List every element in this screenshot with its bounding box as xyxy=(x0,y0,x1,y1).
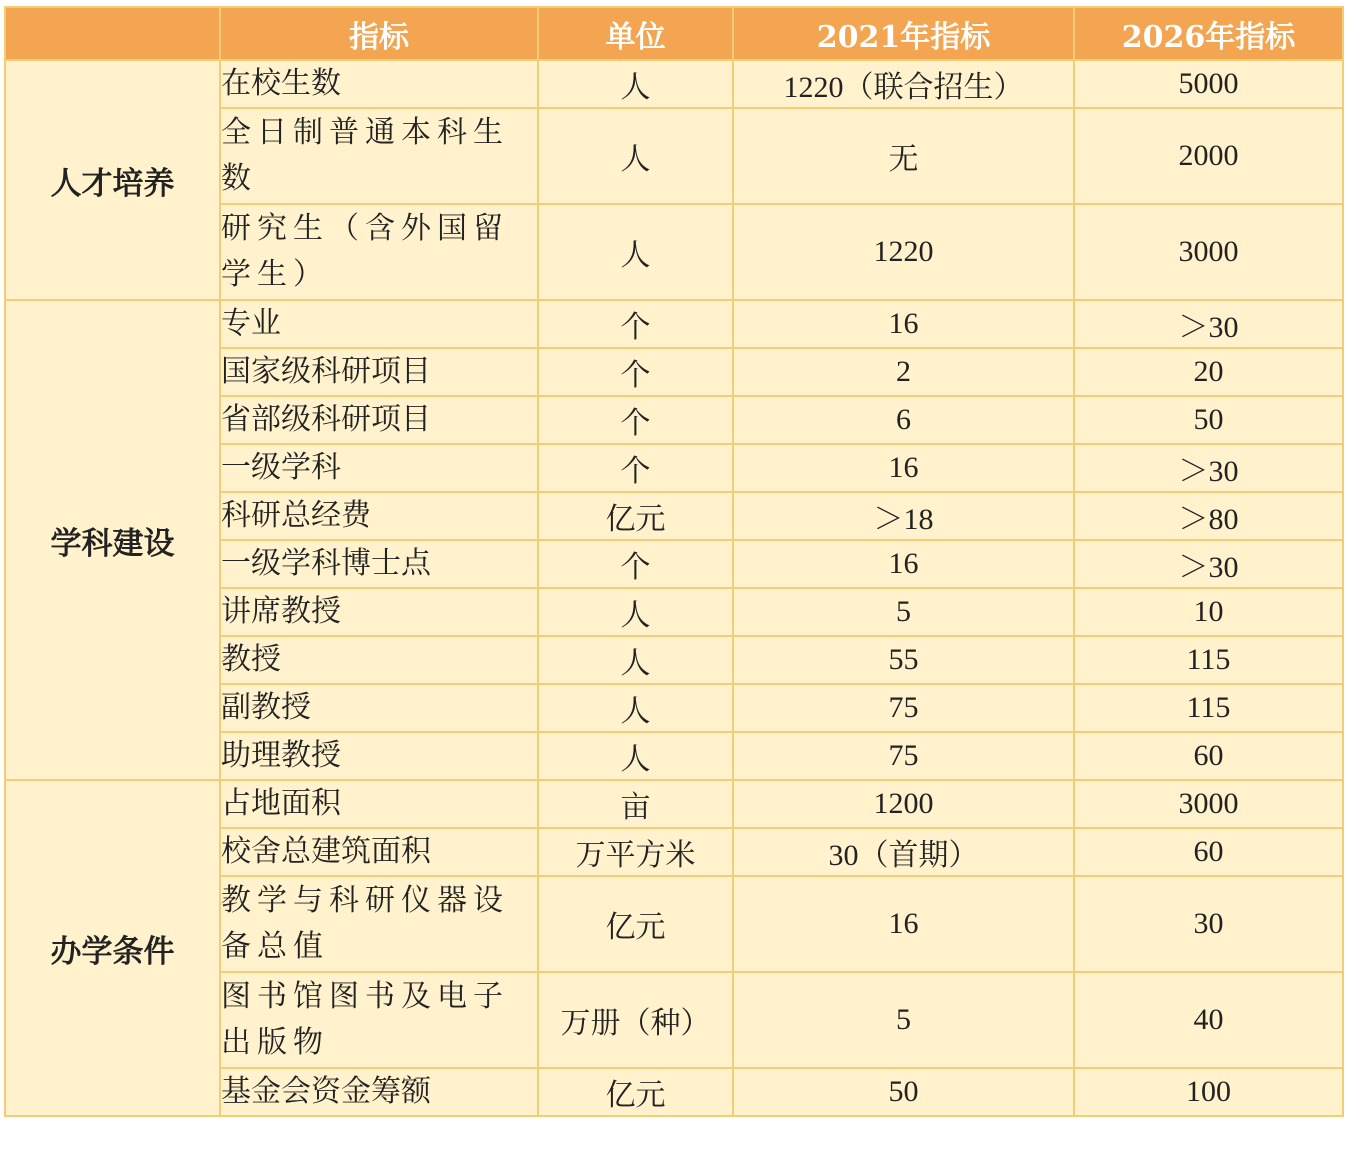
indicator-cell: 占地面积 xyxy=(220,780,538,828)
value-2021-cell: 6 xyxy=(733,396,1074,444)
category-cell: 人才培养 xyxy=(5,60,220,300)
table-row xyxy=(5,780,1343,828)
unit-cell: 人 xyxy=(538,636,733,684)
category-cell: 办学条件 xyxy=(5,780,220,1116)
value-2026-cell: 2000 xyxy=(1074,108,1343,204)
value-2021-cell: 2 xyxy=(733,348,1074,396)
value-2021-cell: 1200 xyxy=(733,780,1074,828)
value-2021-cell: 55 xyxy=(733,636,1074,684)
value-2021-cell: 5 xyxy=(733,588,1074,636)
value-2021-cell: 无 xyxy=(733,108,1074,204)
unit-cell: 人 xyxy=(538,204,733,300)
indicator-cell: 专业 xyxy=(220,300,538,348)
indicator-cell: 助理教授 xyxy=(220,732,538,780)
indicator-cell: 一级学科博士点 xyxy=(220,540,538,588)
indicator-cell: 讲席教授 xyxy=(220,588,538,636)
value-2021-cell: 16 xyxy=(733,540,1074,588)
value-2026-cell: 30 xyxy=(1074,876,1343,972)
unit-cell: 人 xyxy=(538,108,733,204)
indicator-cell: 图书馆图书及电子出版物 xyxy=(220,972,538,1068)
unit-cell: 个 xyxy=(538,396,733,444)
value-2021-cell: 16 xyxy=(733,876,1074,972)
unit-cell: 亿元 xyxy=(538,876,733,972)
value-2021-cell: 30（首期） xyxy=(733,828,1074,876)
value-2026-cell: 100 xyxy=(1074,1068,1343,1116)
header-row xyxy=(5,7,1343,60)
indicator-cell: 基金会资金筹额 xyxy=(220,1068,538,1116)
unit-cell: 亩 xyxy=(538,780,733,828)
unit-cell: 人 xyxy=(538,588,733,636)
indicator-cell: 省部级科研项目 xyxy=(220,396,538,444)
metrics-table xyxy=(4,6,1344,1117)
indicator-cell: 教授 xyxy=(220,636,538,684)
indicator-cell: 教学与科研仪器设备总值 xyxy=(220,876,538,972)
value-2021-cell: 50 xyxy=(733,1068,1074,1116)
value-2021-cell: 16 xyxy=(733,300,1074,348)
unit-cell: 万平方米 xyxy=(538,828,733,876)
unit-cell: 万册（种） xyxy=(538,972,733,1068)
value-2026-cell: 3000 xyxy=(1074,780,1343,828)
value-2026-cell: ＞30 xyxy=(1074,444,1343,492)
value-2026-cell: 40 xyxy=(1074,972,1343,1068)
indicator-cell: 副教授 xyxy=(220,684,538,732)
unit-cell: 亿元 xyxy=(538,1068,733,1116)
value-2026-cell: 10 xyxy=(1074,588,1343,636)
unit-cell: 个 xyxy=(538,540,733,588)
unit-cell: 个 xyxy=(538,300,733,348)
value-2026-cell: ＞30 xyxy=(1074,540,1343,588)
value-2026-cell: 5000 xyxy=(1074,60,1343,108)
value-2026-cell: 60 xyxy=(1074,732,1343,780)
indicator-cell: 校舍总建筑面积 xyxy=(220,828,538,876)
value-2021-cell: 75 xyxy=(733,684,1074,732)
header-2021: 2021年指标 xyxy=(733,7,1074,60)
value-2021-cell: 5 xyxy=(733,972,1074,1068)
unit-cell: 人 xyxy=(538,60,733,108)
unit-cell: 亿元 xyxy=(538,492,733,540)
category-cell: 学科建设 xyxy=(5,300,220,780)
indicator-cell: 在校生数 xyxy=(220,60,538,108)
indicator-cell: 一级学科 xyxy=(220,444,538,492)
header-category xyxy=(5,7,220,60)
value-2026-cell: 50 xyxy=(1074,396,1343,444)
table-row xyxy=(5,300,1343,348)
indicator-cell: 国家级科研项目 xyxy=(220,348,538,396)
unit-cell: 个 xyxy=(538,348,733,396)
table-row xyxy=(5,60,1343,108)
value-2026-cell: 20 xyxy=(1074,348,1343,396)
unit-cell: 人 xyxy=(538,684,733,732)
unit-cell: 个 xyxy=(538,444,733,492)
indicator-cell: 研究生（含外国留学生） xyxy=(220,204,538,300)
header-indicator: 指标 xyxy=(220,7,538,60)
indicator-cell: 科研总经费 xyxy=(220,492,538,540)
unit-cell: 人 xyxy=(538,732,733,780)
value-2026-cell: 115 xyxy=(1074,636,1343,684)
value-2026-cell: ＞80 xyxy=(1074,492,1343,540)
indicator-cell: 全日制普通本科生数 xyxy=(220,108,538,204)
value-2026-cell: 115 xyxy=(1074,684,1343,732)
value-2026-cell: 60 xyxy=(1074,828,1343,876)
header-unit: 单位 xyxy=(538,7,733,60)
value-2026-cell: ＞30 xyxy=(1074,300,1343,348)
value-2021-cell: 1220（联合招生） xyxy=(733,60,1074,108)
value-2021-cell: ＞18 xyxy=(733,492,1074,540)
header-2026: 2026年指标 xyxy=(1074,7,1343,60)
value-2021-cell: 16 xyxy=(733,444,1074,492)
value-2021-cell: 75 xyxy=(733,732,1074,780)
value-2021-cell: 1220 xyxy=(733,204,1074,300)
value-2026-cell: 3000 xyxy=(1074,204,1343,300)
